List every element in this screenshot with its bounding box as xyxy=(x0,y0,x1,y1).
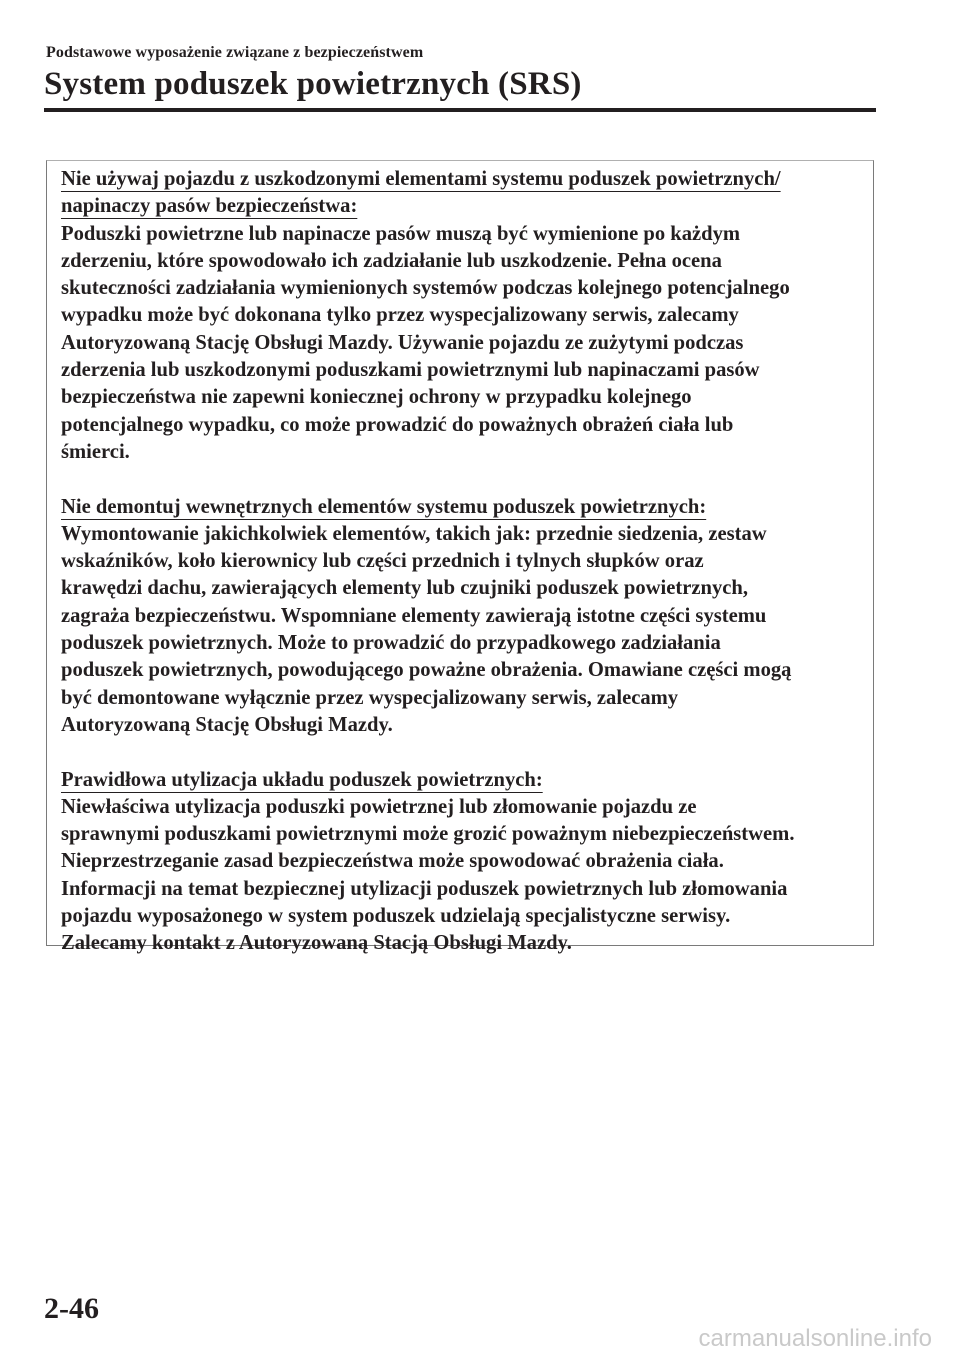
warning-body-line: Poduszki powietrzne lub napinacze pasów muszą być wymienione po każdym xyxy=(61,222,741,245)
warning-body-line: Niewłaściwa utylizacja poduszki powietrznej lub złomowanie pojazdu ze xyxy=(61,795,697,818)
warning-body-line: bezpieczeństwa nie zapewni koniecznej ochrony w przypadku kolejnego xyxy=(61,386,692,409)
warning-body-line: Informacji na temat bezpiecznej utylizacji poduszek powietrznych lub złomowania xyxy=(61,877,788,900)
warning-block-disposal xyxy=(61,767,859,958)
page-title: System poduszek powietrznych (SRS) xyxy=(44,66,582,102)
warning-body-line: Autoryzowaną Stację Obsługi Mazdy. xyxy=(61,713,393,736)
warning-body-line: zagraża bezpieczeństwu. Wspomniane elementy zawierają istotne części systemu xyxy=(61,604,767,627)
title-rule xyxy=(44,108,876,112)
warning-heading-line: Prawidłowa utylizacja układu poduszek powietrznych: xyxy=(61,768,543,791)
warning-body-line: sprawnymi poduszkami powietrznymi może grozić poważnym niebezpieczeństwem. xyxy=(61,823,795,846)
warning-block-damaged-components xyxy=(61,166,859,466)
warning-body-line: wskaźników, koło kierownicy lub części przednich i tylnych słupków oraz xyxy=(61,550,704,573)
warning-body-line: wypadku może być dokonana tylko przez wyspecjalizowany serwis, zalecamy xyxy=(61,304,739,327)
warning-body-line: krawędzi dachu, zawierających elementy lub czujniki poduszek powietrznych, xyxy=(61,577,748,600)
warning-body-line: śmierci. xyxy=(61,440,130,463)
watermark: carmanualsonline.info xyxy=(698,1325,932,1352)
section-label: Podstawowe wyposażenie związane z bezpieczeństwem xyxy=(46,44,424,61)
warning-body-line: Autoryzowaną Stację Obsługi Mazdy. Używanie pojazdu ze zużytymi podczas xyxy=(61,331,744,354)
warning-body-line: poduszek powietrznych. Może to prowadzić do przypadkowego zadziałania xyxy=(61,632,721,655)
warning-body-line: potencjalnego wypadku, co może prowadzić do poważnych obrażeń ciała lub xyxy=(61,413,734,436)
warning-body-line: zderzenia lub uszkodzonymi poduszkami powietrznymi lub napinaczami pasów xyxy=(61,359,760,382)
warning-box xyxy=(46,160,874,955)
warning-body-line: zderzeniu, które spowodowało ich zadziałanie lub uszkodzenie. Pełna ocena xyxy=(61,249,722,272)
warning-heading-line: Nie używaj pojazdu z uszkodzonymi elementami systemu poduszek powietrznych/ xyxy=(61,168,781,190)
warning-body-line: poduszek powietrznych, powodującego poważne obrażenia. Omawiane części mogą xyxy=(61,659,792,682)
warning-body-line: Zalecamy kontakt z Autoryzowaną Stacją Obsługi Mazdy. xyxy=(61,932,572,955)
page-number: 2-46 xyxy=(44,1292,99,1325)
warning-body-line: Nieprzestrzeganie zasad bezpieczeństwa może spowodować obrażenia ciała. xyxy=(61,850,724,873)
warning-body-line: być demontowane wyłącznie przez wyspecjalizowany serwis, zalecamy xyxy=(61,686,679,709)
warning-heading-line: napinaczy pasów bezpieczeństwa: xyxy=(61,195,358,218)
warning-body-line: pojazdu wyposażonego w system poduszek udzielają specjalistyczne serwisy. xyxy=(61,905,731,928)
warning-body-line: skuteczności zadziałania wymienionych systemów podczas kolejnego potencjalnego xyxy=(61,277,790,300)
warning-block-do-not-disassemble xyxy=(61,494,859,740)
warning-heading-line: Nie demontuj wewnętrznych elementów systemu poduszek powietrznych: xyxy=(61,495,707,518)
warning-body-line: Wymontowanie jakichkolwiek elementów, takich jak: przednie siedzenia, zestaw xyxy=(61,522,767,545)
